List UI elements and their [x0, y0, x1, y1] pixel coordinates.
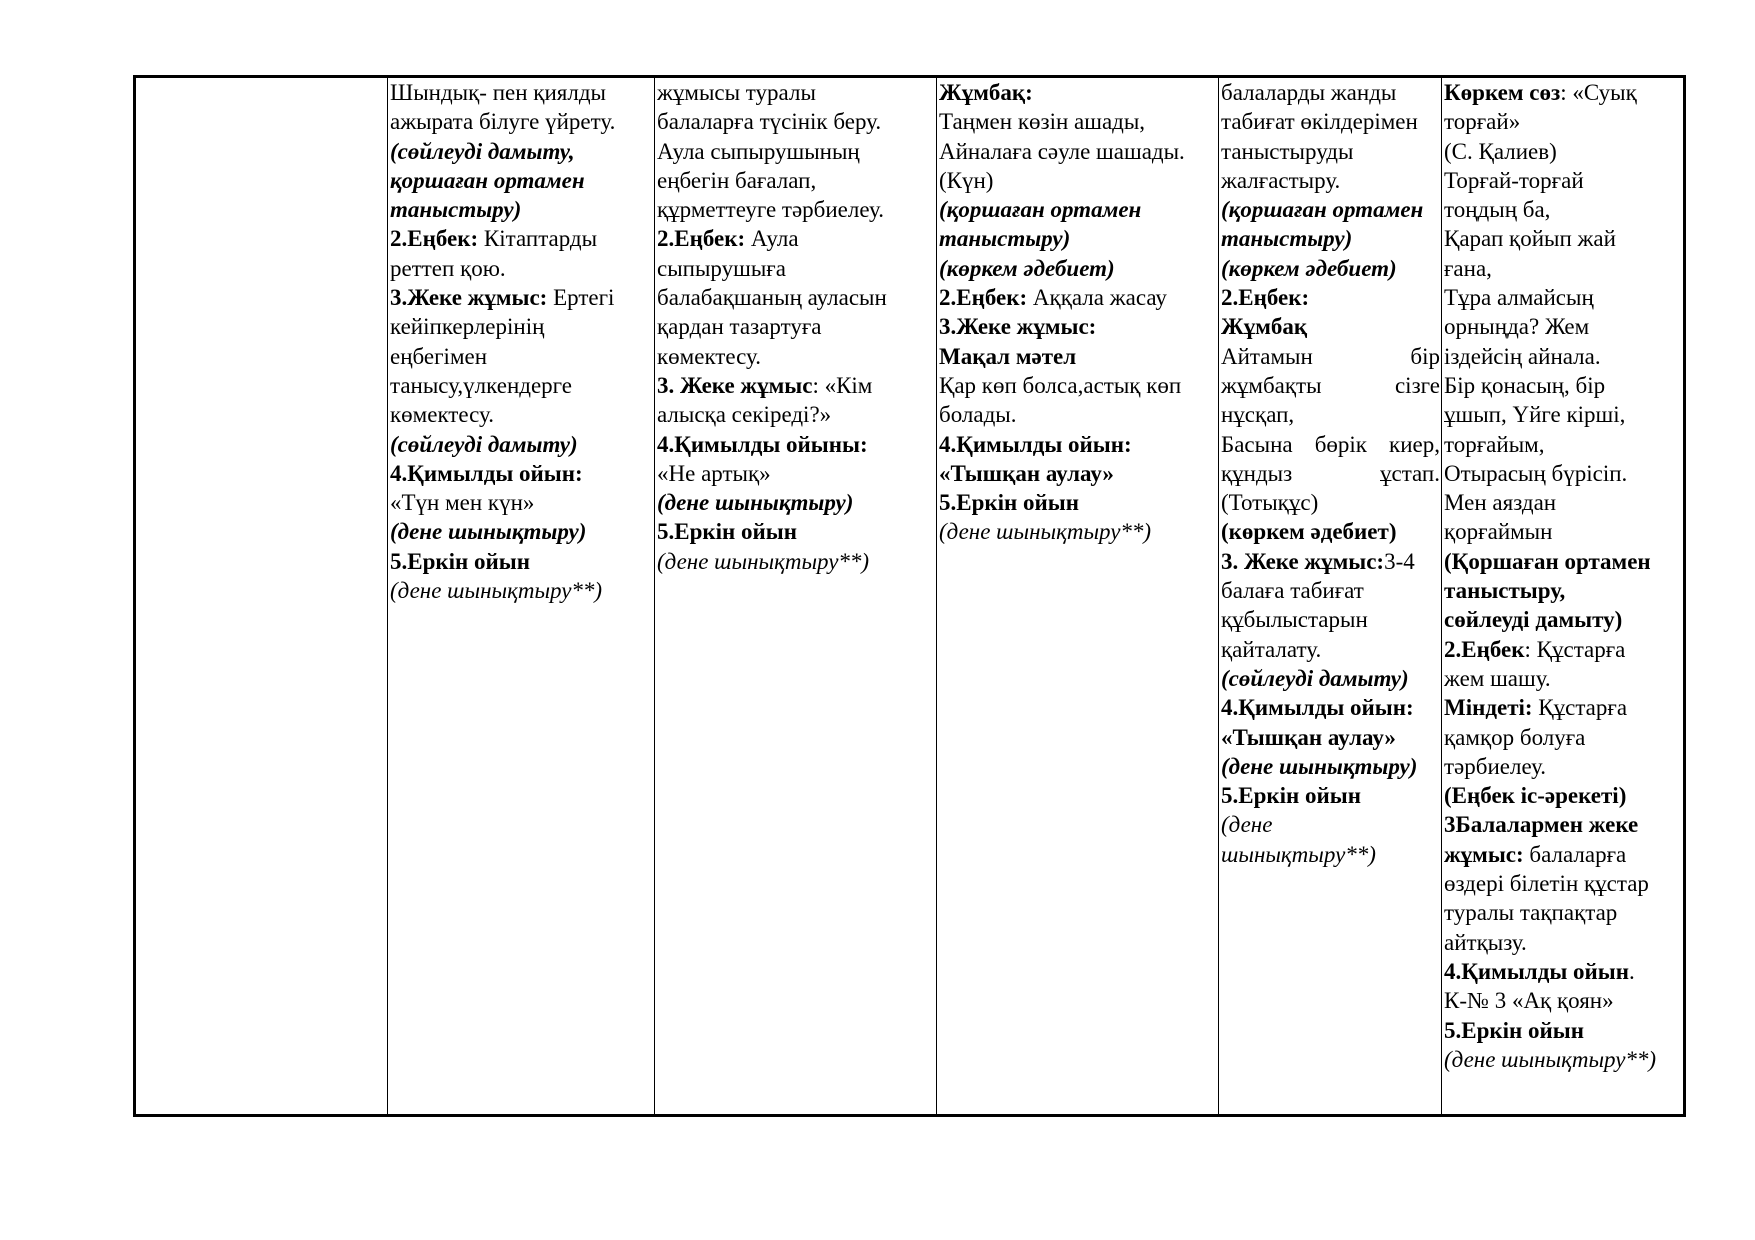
text-segment: Қарап қойып жай: [1444, 226, 1616, 252]
text-segment: өздері білетін құстар: [1444, 871, 1649, 897]
text-line: [657, 107, 935, 136]
text-line: [1221, 430, 1440, 459]
text-line: [390, 283, 653, 312]
text-line: [390, 254, 653, 283]
text-line: [939, 137, 1217, 166]
text-line: [1444, 986, 1682, 1015]
text-segment: Шындық- пен қиялды: [390, 80, 606, 105]
text-line: [657, 166, 935, 195]
text-line: [1221, 810, 1440, 839]
text-line: [657, 371, 935, 400]
text-segment: (көркем әдебиет): [1221, 519, 1397, 545]
text-line: [1221, 342, 1440, 371]
text-segment: жалғастыру.: [1221, 167, 1341, 193]
text-line: [390, 400, 653, 429]
text-segment: Міндеті:: [1444, 695, 1533, 721]
text-segment: таныстыру,: [1444, 578, 1566, 604]
text-segment: 5.Еркін ойын: [1221, 783, 1361, 809]
text-line: [939, 254, 1217, 283]
text-segment: Жұмбақ: [1221, 314, 1308, 340]
text-line: [1221, 283, 1440, 312]
text-segment: (дене: [1221, 812, 1273, 838]
activity-plan-table: [133, 75, 1686, 1117]
text-segment: таныстыру): [390, 197, 522, 223]
text-segment: (дене шынықтыру): [1221, 753, 1418, 779]
text-line: [1221, 78, 1440, 107]
text-line: [1444, 547, 1682, 576]
text-line: [657, 137, 935, 166]
text-line: [1221, 488, 1440, 517]
text-line: [657, 254, 935, 283]
text-segment: Ертегі: [547, 285, 615, 311]
text-line: [939, 195, 1217, 224]
text-segment: ажырата білуге үйрету.: [390, 109, 616, 135]
text-line: [939, 166, 1217, 195]
text-segment: балаға табиғат: [1221, 578, 1364, 604]
text-line: [1444, 224, 1682, 253]
text-line: [1444, 342, 1682, 371]
text-segment: табиғат өкілдерімен: [1221, 109, 1418, 135]
text-line: [390, 430, 653, 459]
text-segment: еңбегін бағалап,: [657, 167, 817, 193]
text-line: [1221, 517, 1440, 546]
text-segment: 3.Жеке жұмыс:: [390, 285, 548, 311]
text-line: [1444, 957, 1682, 986]
table-cell-day-4: [1219, 77, 1442, 1116]
text-segment: орныңда? Жем: [1444, 314, 1590, 340]
text-line: [1444, 869, 1682, 898]
text-segment: (дене шынықтыру): [390, 519, 587, 545]
text-line: [1444, 664, 1682, 693]
table-row: [135, 77, 1685, 1116]
text-segment: айтқызу.: [1444, 929, 1527, 955]
text-segment: 3. Жеке жұмыс: [657, 372, 813, 398]
text-line: [939, 400, 1217, 429]
text-segment: құрметтеуге тәрбиелеу.: [657, 197, 884, 223]
text-line: [657, 547, 935, 576]
text-segment: қоршаған ортамен: [390, 167, 585, 193]
text-segment: 2.Еңбек:: [939, 285, 1028, 311]
text-line: [657, 195, 935, 224]
text-segment: К-№ 3 «Ақ қоян»: [1444, 988, 1614, 1014]
text-line: [1221, 312, 1440, 341]
text-line: [1444, 78, 1682, 107]
text-line: [1444, 723, 1682, 752]
text-line: [939, 78, 1217, 107]
text-segment: (дене шынықтыру): [657, 490, 854, 516]
text-line: [1444, 576, 1682, 605]
text-line: [1444, 898, 1682, 927]
text-segment: (көркем әдебиет): [1221, 255, 1397, 281]
text-line: [1221, 137, 1440, 166]
text-segment: таныстыру): [939, 226, 1071, 252]
text-segment: Мақал мәтел: [939, 343, 1077, 369]
text-segment: шынықтыру**): [1221, 841, 1376, 867]
table-cell-day-1: [388, 77, 655, 1116]
text-line: [390, 459, 653, 488]
text-line: [939, 488, 1217, 517]
text-segment: Аққала жасау: [1027, 285, 1167, 311]
text-segment: бір: [1410, 343, 1440, 369]
text-line: [390, 488, 653, 517]
text-segment: (сөйлеуді дамыту,: [390, 138, 575, 164]
text-line: [1221, 664, 1440, 693]
table-cell-day-3: [937, 77, 1219, 1116]
text-segment: көмектесу.: [657, 343, 761, 369]
text-segment: таныстыруды: [1221, 138, 1354, 164]
text-segment: Торғай-торғай: [1444, 167, 1584, 193]
text-segment: «Не артық»: [657, 460, 771, 486]
text-segment: Жұмбақ:: [939, 80, 1033, 105]
text-line: [1221, 752, 1440, 781]
table-cell-day-2: [655, 77, 937, 1116]
text-segment: 4.Қимылды ойын:: [939, 431, 1132, 457]
text-segment: (дене шынықтыру**): [390, 578, 603, 604]
text-line: [1221, 224, 1440, 253]
text-segment: 5.Еркін ойын: [390, 548, 530, 574]
text-segment: құбылыстарын: [1221, 607, 1368, 633]
text-line: [390, 342, 653, 371]
text-segment: : Құстарға: [1524, 636, 1626, 662]
text-line: [1444, 752, 1682, 781]
text-line: [1444, 312, 1682, 341]
text-line: [1444, 195, 1682, 224]
text-segment: Көркем сөз: [1444, 80, 1561, 105]
text-line: [1221, 693, 1440, 722]
text-line: [1444, 107, 1682, 136]
text-line: [657, 283, 935, 312]
text-segment: 2.Еңбек: [1444, 636, 1525, 662]
text-line: [1444, 840, 1682, 869]
text-segment: (Қоршаған ортамен: [1444, 548, 1651, 574]
text-segment: «Түн мен күн»: [390, 490, 535, 516]
text-segment: (сөйлеуді дамыту): [390, 431, 578, 457]
text-line: [657, 459, 935, 488]
text-line: [390, 78, 653, 107]
text-line: [1444, 283, 1682, 312]
text-line: [390, 371, 653, 400]
text-line: [1444, 488, 1682, 517]
text-segment: реттеп қою.: [390, 255, 506, 281]
text-segment: балаларды жанды: [1221, 80, 1397, 105]
text-line: [657, 224, 935, 253]
text-segment: бөрік: [1314, 431, 1367, 457]
text-segment: (Еңбек іс-әрекеті): [1444, 783, 1627, 809]
text-segment: еңбегімен: [390, 343, 488, 369]
text-segment: 2.Еңбек:: [1221, 285, 1310, 311]
text-line: [1444, 137, 1682, 166]
text-line: [657, 488, 935, 517]
text-line: [1444, 693, 1682, 722]
text-segment: торғайым,: [1444, 431, 1545, 457]
text-line: [939, 371, 1217, 400]
text-line: [1444, 400, 1682, 429]
text-line: [1444, 605, 1682, 634]
text-line: [657, 517, 935, 546]
text-segment: қардан тазартуға: [657, 314, 822, 340]
text-segment: сыпырушыға: [657, 255, 786, 281]
text-line: [1444, 371, 1682, 400]
text-segment: Отырасың бүрісіп.: [1444, 460, 1628, 486]
text-segment: торғай»: [1444, 109, 1521, 135]
text-line: [1221, 547, 1440, 576]
text-line: [390, 576, 653, 605]
text-line: [390, 166, 653, 195]
text-line: [939, 342, 1217, 371]
text-line: [390, 195, 653, 224]
text-segment: 2.Еңбек:: [390, 226, 479, 252]
text-segment: Қар көп болса,астық көп: [939, 372, 1182, 398]
text-segment: қайталату.: [1221, 636, 1322, 662]
text-line: [1444, 1045, 1682, 1074]
text-line: [939, 430, 1217, 459]
text-segment: құндыз: [1221, 460, 1293, 486]
text-segment: Таңмен көзін ашады,: [939, 109, 1146, 135]
text-line: [1444, 517, 1682, 546]
text-line: [1221, 723, 1440, 752]
text-segment: «Тышқан аулау»: [939, 460, 1114, 486]
text-segment: балаларға түсінік беру.: [657, 109, 882, 135]
text-segment: (С. Қалиев): [1444, 138, 1557, 164]
text-line: [390, 517, 653, 546]
text-segment: алысқа секіреді?»: [657, 402, 832, 428]
text-segment: көмектесу.: [390, 402, 494, 428]
text-segment: 5.Еркін ойын: [657, 519, 797, 545]
text-segment: тәрбиелеу.: [1444, 753, 1547, 779]
text-line: [390, 312, 653, 341]
text-line: [390, 547, 653, 576]
text-segment: болады.: [939, 402, 1017, 428]
text-segment: 4.Қимылды ойын:: [1221, 695, 1414, 721]
text-segment: (қоршаған ортамен: [1221, 197, 1424, 223]
text-line: [1221, 195, 1440, 224]
text-segment: жұмысы туралы: [657, 80, 816, 105]
text-segment: танысу,үлкендерге: [390, 372, 573, 398]
text-line: [657, 78, 935, 107]
text-segment: Құстарға: [1532, 695, 1628, 721]
text-line: [657, 430, 935, 459]
text-segment: ұстап.: [1379, 460, 1440, 486]
text-segment: 3Балалармен жеке: [1444, 812, 1639, 838]
text-line: [1444, 1016, 1682, 1045]
text-line: [1221, 254, 1440, 283]
text-line: [1444, 781, 1682, 810]
text-segment: «Тышқан аулау»: [1221, 724, 1396, 750]
text-line: [939, 224, 1217, 253]
text-line: [390, 137, 653, 166]
text-segment: (сөйлеуді дамыту): [1221, 665, 1409, 691]
text-segment: Тұра алмайсың: [1444, 285, 1594, 311]
text-line: [1221, 400, 1440, 429]
text-line: [939, 517, 1217, 546]
text-segment: 4.Қимылды ойын:: [390, 460, 583, 486]
text-segment: сізге: [1394, 372, 1440, 398]
text-segment: 5.Еркін ойын: [939, 490, 1079, 516]
text-line: [939, 312, 1217, 341]
text-line: [1444, 810, 1682, 839]
text-segment: балаларға: [1523, 841, 1627, 867]
text-segment: қорғаймын: [1444, 519, 1553, 545]
text-segment: (қоршаған ортамен: [939, 197, 1142, 223]
text-line: [657, 342, 935, 371]
text-segment: кейіпкерлерінің: [390, 314, 545, 340]
text-segment: (Тотықұс): [1221, 490, 1319, 516]
text-line: [1444, 430, 1682, 459]
text-segment: 4.Қимылды ойыны:: [657, 431, 868, 457]
text-line: [1444, 166, 1682, 195]
text-segment: Аула: [745, 226, 799, 252]
text-segment: нұсқап,: [1221, 402, 1295, 428]
text-segment: туралы тақпақтар: [1444, 900, 1618, 926]
text-line: [939, 283, 1217, 312]
text-segment: 3-4: [1384, 548, 1415, 574]
text-segment: ғана,: [1444, 255, 1492, 281]
text-line: [1221, 459, 1440, 488]
text-segment: 3.Жеке жұмыс:: [939, 314, 1097, 340]
text-line: [390, 224, 653, 253]
text-segment: (көркем әдебиет): [939, 255, 1115, 281]
text-line: [939, 459, 1217, 488]
text-line: [1221, 371, 1440, 400]
table-cell-day-5: [1442, 77, 1685, 1116]
table-cell-label: [135, 77, 388, 1116]
text-line: [1444, 254, 1682, 283]
text-segment: сөйлеуді дамыту): [1444, 607, 1623, 633]
text-segment: (дене шынықтыру**): [939, 519, 1152, 545]
text-segment: Мен аяздан: [1444, 490, 1557, 516]
text-segment: балабақшаның ауласын: [657, 285, 887, 311]
text-segment: жем шашу.: [1444, 665, 1551, 691]
text-segment: : «Суық: [1560, 80, 1637, 105]
text-line: [390, 107, 653, 136]
text-line: [1444, 635, 1682, 664]
text-segment: 2.Еңбек:: [657, 226, 746, 252]
text-line: [1221, 840, 1440, 869]
text-segment: жұмбақты: [1221, 372, 1322, 398]
text-segment: Кітаптарды: [478, 226, 598, 252]
text-segment: 3. Жеке жұмыс:: [1221, 548, 1385, 574]
text-segment: Айналаға сәуле шашады.: [939, 138, 1185, 164]
text-line: [1221, 781, 1440, 810]
text-line: [657, 400, 935, 429]
text-segment: іздейсің айнала.: [1444, 343, 1601, 369]
text-segment: таныстыру): [1221, 226, 1353, 252]
text-segment: Басына: [1221, 431, 1293, 457]
text-line: [1444, 928, 1682, 957]
text-segment: жұмыс:: [1444, 841, 1524, 867]
text-segment: (дене шынықтыру**): [1444, 1046, 1657, 1072]
text-line: [939, 107, 1217, 136]
text-segment: (Күн): [939, 167, 994, 193]
text-line: [1221, 605, 1440, 634]
text-segment: : «Кім: [812, 372, 873, 398]
text-segment: Аула сыпырушының: [657, 138, 860, 164]
text-segment: қамқор болуға: [1444, 724, 1586, 750]
text-line: [1221, 166, 1440, 195]
text-segment: .: [1629, 958, 1635, 984]
text-segment: (дене шынықтыру**): [657, 548, 870, 574]
text-segment: 5.Еркін ойын: [1444, 1017, 1584, 1043]
text-segment: тоңдың ба,: [1444, 197, 1551, 223]
text-line: [1221, 107, 1440, 136]
text-segment: Бір қонасың, бір: [1444, 372, 1606, 398]
text-segment: Айтамын: [1221, 343, 1313, 369]
text-segment: ұшып, Үйге кірші,: [1444, 402, 1626, 428]
text-segment: 4.Қимылды ойын: [1444, 958, 1630, 984]
text-segment: киер,: [1389, 431, 1440, 457]
text-line: [1221, 635, 1440, 664]
text-line: [657, 312, 935, 341]
text-line: [1221, 576, 1440, 605]
text-line: [1444, 459, 1682, 488]
